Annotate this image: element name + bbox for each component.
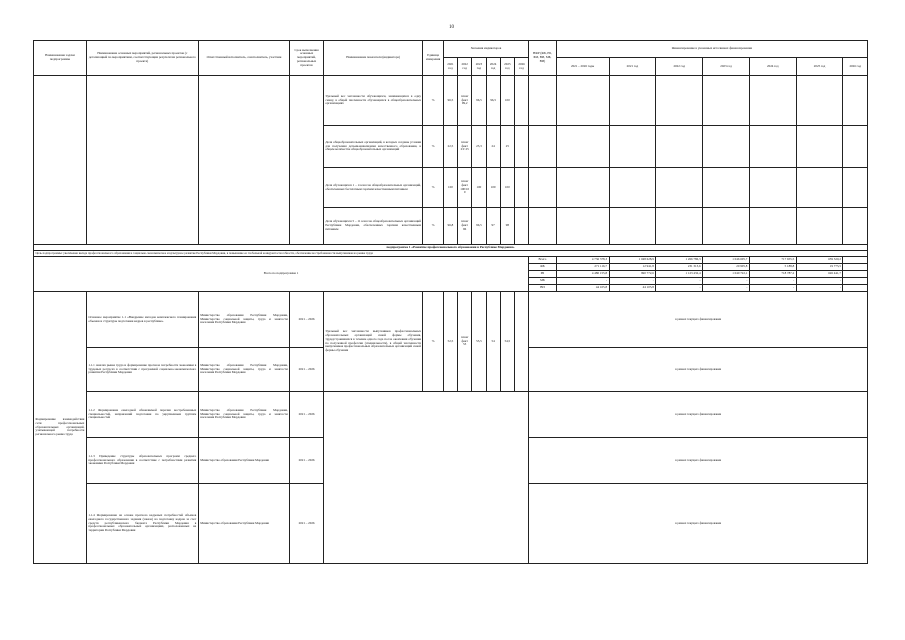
event-indicator-value: 53,5 <box>472 292 486 392</box>
header-unit: Единица измерения <box>423 41 443 76</box>
total-value: - <box>656 285 703 292</box>
total-value: 1 048 628,9 <box>609 257 656 264</box>
total-value: - <box>556 278 609 285</box>
header-term: Срок выполнения основных мероприятий, региональных проектов <box>290 41 324 76</box>
task-label: Формирование взаимодействия сети профессиональных образовательных организаций, учитывающей потребности регионального рынка труда <box>34 292 87 564</box>
indicator-value: 100 <box>500 76 514 126</box>
total-value: 1 266 786,3 <box>656 257 703 264</box>
header-code: НФР (ФБ, РБ, БМ, ВИ, МБ, ВИ) <box>529 41 556 76</box>
indicator-name: Доля обучающихся 1 – 4 классов общеобразовательных организаций, обеспеченных бесплатным горячим качественным питанием <box>323 168 423 208</box>
event-term: 2021 – 2026 <box>290 484 324 564</box>
indicator-name: Удельный вес численности обучающихся, занимающихся в одну смену, в общей численности обучающихся в общеобразовательных организациях <box>323 76 423 126</box>
funding-note: в рамках текущего финансирования <box>529 438 868 484</box>
event-indicator-unit: % <box>423 292 443 392</box>
subprogram-goal: Цель подпрограммы: увеличение вклада профессионального образования в социально-экономическое и культурное развитие Республики Мордовия, в повышение ее глобальной конкурентоспособности, обеспечение востребованности выпускников на рынке труда <box>34 251 868 257</box>
header-finance-year: 2024 год <box>749 58 796 76</box>
event-indicator-value: 52,5 <box>443 292 457 392</box>
indicator-value: 96,5 <box>472 76 486 126</box>
indicator-value: 100 <box>500 168 514 208</box>
page-number: 10 <box>449 25 454 30</box>
indicator-value <box>514 76 528 126</box>
indicator-value: план/ факт 99,2 <box>458 76 472 126</box>
header-year: 2022 год <box>458 58 472 76</box>
event-term: 2021 – 2026 <box>290 438 324 484</box>
event-indicator-value <box>514 292 528 392</box>
indicator-value: 100 <box>486 168 500 208</box>
event-responsible: Министерство образования Республики Мордовия, Министерство социальной защиты, труда и занятости населения Республики Мордовия <box>198 392 290 438</box>
indicator-value: 96,5 <box>472 208 486 245</box>
total-value: 990 772,6 <box>609 271 656 278</box>
indicator-value: 96,8 <box>443 208 457 245</box>
total-source: МБ <box>529 278 556 285</box>
total-value: 1 123 432,4 <box>656 271 703 278</box>
event-responsible: Министерство образования Республики Мордовия, Министерство социальной защиты, труда и занятости населения Республики Мордовия <box>198 348 290 392</box>
total-value: 718 787,2 <box>749 271 796 278</box>
indicator-value: план/ факт 96 <box>458 208 472 245</box>
indicator-value: 24 <box>486 126 500 168</box>
funding-note: в рамках текущего финансирования <box>529 484 868 564</box>
indicator-value: 100 <box>443 168 457 208</box>
event-responsible: Министерство образования Республики Мордовия, Министерство социальной защиты, труда и занятости населения Республики Мордовия <box>198 292 290 348</box>
event-term: 2021 – 2026 <box>290 392 324 438</box>
event-name: 1.1.1 Анализ рынка труда и формирование прогноза потребности экономики в трудовых ресурсах в соответствии с программой социально-экономического развития Республики Мордовия <box>86 348 198 392</box>
total-value: - <box>749 285 796 292</box>
event-name: Основное мероприятие 1.1 «Внедрение методов комплексного планирования объемов и структуры подготовки кадров в республике» <box>86 292 198 348</box>
indicator-name: Доля общеобразовательных организаций, в которых созданы условия для получения детьми-инвалидами качественного образования, в общем количестве общеобразовательных организаций <box>323 126 423 168</box>
program-table <box>33 40 868 564</box>
indicator-value: 96,5 <box>443 76 457 126</box>
header-indicator: Наименование показателя (индикатора) <box>323 41 423 76</box>
indicator-value <box>514 208 528 245</box>
total-value: 1 046 605,7 <box>703 257 750 264</box>
total-source: ВИ <box>529 285 556 292</box>
event-indicator-value: 54,5 <box>500 292 514 392</box>
header-year: 2025 год <box>500 58 514 76</box>
header-finance-year: 2025 год <box>796 58 843 76</box>
indicator-value: 22,5 <box>443 126 457 168</box>
header-year: 2026 год <box>514 58 528 76</box>
header-year: 2021 год <box>443 58 457 76</box>
indicator-name: Доля обучающихся 5 – 11 классов общеобразовательных организаций Республики Мордовия, обеспеченных горячим качественным питанием <box>323 208 423 245</box>
total-value: 231 313,6 <box>656 264 703 271</box>
total-value: 20 905,8 <box>703 264 750 271</box>
total-source: Всего <box>529 257 556 264</box>
event-name: 1.1.3 Приведение структуры образовательных программ среднего профессионального образования в соответствие с потребностями развития экономики Республики Мордовия <box>86 438 198 484</box>
header-values-group: Значения индикаторов <box>443 41 528 58</box>
event-name: 1.1.2 Формирование ежегодной обновляемой перечня востребованных специальностей, направлений подготовки по укрупненным группам специальностей <box>86 392 198 438</box>
header-year: 2024 год <box>486 58 500 76</box>
total-value: 12 941,8 <box>609 264 656 271</box>
indicator-unit: % <box>423 208 443 245</box>
header-event: Наименование основных мероприятий, региональных проектов (с детализацией по мероприятиям, соответствующим результатам регионального проекта) <box>86 41 198 76</box>
header-finance-year: 2021 год <box>609 58 656 76</box>
subprogram-title: подпрограмма 1 «Развитие профессионального образования в Республике Мордовия» <box>34 245 868 251</box>
header-responsible: Ответственный исполнитель, соисполнитель, участник <box>198 41 290 76</box>
header-finance-year: 2023 год <box>703 58 750 76</box>
total-value: - <box>796 285 843 292</box>
indicator-unit: % <box>423 76 443 126</box>
event-row <box>34 392 868 438</box>
total-value: 659 320,2 <box>796 257 843 264</box>
indicator-value: 98 <box>500 208 514 245</box>
event-term: 2021 – 2026 <box>290 292 324 348</box>
event-responsible: Министерство образования Республики Мордовия <box>198 438 290 484</box>
header-finance-year: 2026 год <box>843 58 868 76</box>
indicator-value: 100 <box>472 168 486 208</box>
indicator-value <box>514 126 528 168</box>
header-year: 2023 год <box>472 58 486 76</box>
indicator-value <box>514 168 528 208</box>
total-value: - <box>796 278 843 285</box>
total-row <box>34 257 868 264</box>
total-value: 4 736 378,3 <box>556 257 609 264</box>
indicator-value: план/ факт 100/100 <box>458 168 472 208</box>
header-row-1 <box>34 41 868 58</box>
header-finance-year: 2021 – 2026 годы <box>556 58 609 76</box>
indicator-unit: % <box>423 168 443 208</box>
total-value: 1 040 722,1 <box>703 271 750 278</box>
total-value: 717 655,5 <box>749 257 796 264</box>
total-value: 271 116,7 <box>556 264 609 271</box>
indicator-value: план/ факт 23/ 25 <box>458 126 472 168</box>
total-label: Всего по подпрограмме 1 <box>34 257 529 292</box>
indicator-value: 23,3 <box>472 126 486 168</box>
total-value: - <box>703 278 750 285</box>
total-source: РБ <box>529 271 556 278</box>
indicator-unit: % <box>423 126 443 168</box>
event-indicator-value: 54 <box>486 292 500 392</box>
event-indicator-name: Удельный вес численности выпускников профессиональных образовательных организаций очной формы обучения, трудоустроившихся в течение одного года после окончания обучения по полученной профессии (специальности), в общей численности выпускников профессиональных образовательных организаций очной формы обучения <box>323 292 423 392</box>
total-value: 626 441,7 <box>796 271 843 278</box>
funding-note: в рамках текущего финансирования <box>529 348 868 392</box>
event-name: 1.1.4 Формирование на основе прогноза кадровых потребностей объемов ежегодного государственного задания (заказа) на подготовку кадров за счет средств республиканского бюджета Республики Мордовия в профессиональных образовательных организациях, расположенных на территории Республики Мордовия <box>86 484 198 564</box>
funding-note: в рамках текущего финансирования <box>529 392 868 438</box>
event-responsible: Министерство образования Республики Мордовия <box>198 484 290 564</box>
header-finance-year: 2022 год <box>656 58 703 76</box>
event-term: 2021 – 2026 <box>290 348 324 392</box>
header-finance-group: Финансирование в указанных источниках финансирования <box>556 41 867 58</box>
total-value: 4 480 155,8 <box>556 271 609 278</box>
total-value: - <box>656 278 703 285</box>
indicator-value: 96,5 <box>486 76 500 126</box>
total-value: 44 105,8 <box>556 285 609 292</box>
indicator-value: 25 <box>500 126 514 168</box>
total-value: 19 775,5 <box>796 264 843 271</box>
funding-note: в рамках текущего финансирования <box>529 292 868 348</box>
event-indicator-value: план/ факт 53 <box>458 292 472 392</box>
total-value: - <box>749 278 796 285</box>
indicator-value: 97 <box>486 208 500 245</box>
total-value: - <box>703 285 750 292</box>
total-value: 5 188,8 <box>749 264 796 271</box>
total-value: 44 105,8 <box>609 285 656 292</box>
event-row <box>34 292 868 348</box>
indicator-row <box>34 76 868 126</box>
total-value: - <box>609 278 656 285</box>
total-source: ФБ <box>529 264 556 271</box>
header-task: Наименование задачи подпрограммы <box>34 41 87 76</box>
